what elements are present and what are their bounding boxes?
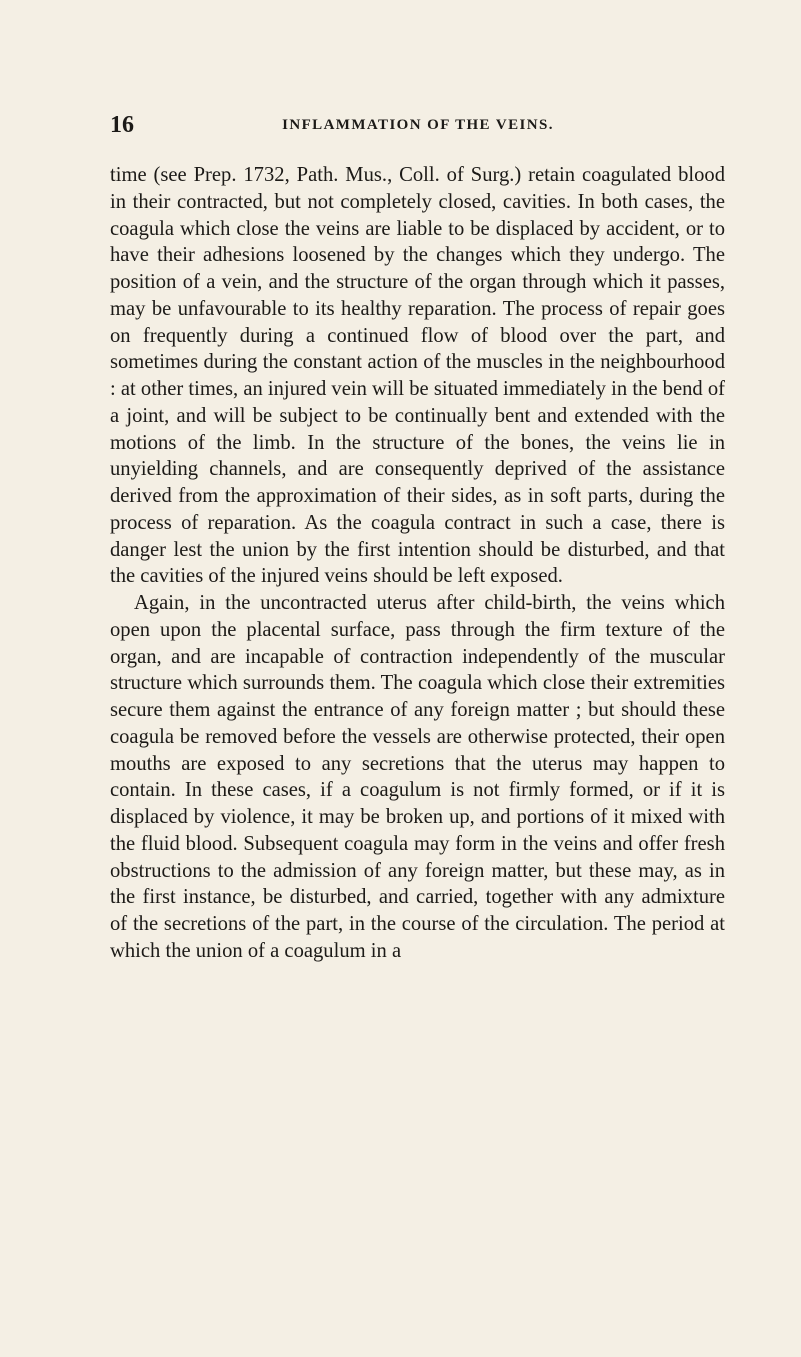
paragraph-continued: time (see Prep. 1732, Path. Mus., Coll. of Surg.) retain coagulated blood in their contracted, but not completely closed, cavities. In both cases, the coagula which close the veins are liable to be displaced by accident, or to have their adhesions loosened by the changes which they undergo. The position of a vein, and the structure of the organ through which it passes, may be unfavourable to its healthy reparation. The process of repair goes on frequently during a continued flow of blood over the part, and sometimes during the constant action of the muscles in the neighbourhood : at other times, an injured vein will be situated immediately in the bend of a joint, and will be subject to be continually bent and extended with the motions of the limb. In the structure of the bones, the veins lie in unyielding channels, and are consequently deprived of the assistance derived from the approximation of their sides, as in soft parts, during the process of reparation. As the coagula contract in such a case, there is danger lest the union by the first intention should be disturbed, and that the cavities of the injured veins should be left exposed. xyxy=(110,164,725,588)
page-number: 16 xyxy=(110,112,134,138)
page-header xyxy=(110,110,726,140)
running-title: INFLAMMATION OF THE VEINS. xyxy=(282,117,554,133)
paragraph: Again, in the uncontracted uterus after child-birth, the veins which open upon the placental surface, pass through the firm texture of the organ, and are incapable of contraction independently of the muscular structure which surrounds them. The coagula which close their extremities secure them against the entrance of any foreign matter ; but should these coagula be removed before the vessels are otherwise protected, their open mouths are exposed to any secretions that the uterus may happen to contain. In these cases, if a coagulum is not firmly formed, or if it is displaced by violence, it may be broken up, and portions of it mixed with the fluid blood. Subsequent coagula may form in the veins and offer fresh obstructions to the admission of any foreign matter, but these may, as in the first instance, be disturbed, and carried, together with any admixture of the secretions of the part, in the course of the circulation. The period at which the union of a coagulum in a xyxy=(110,592,725,962)
body-text xyxy=(110,162,725,965)
